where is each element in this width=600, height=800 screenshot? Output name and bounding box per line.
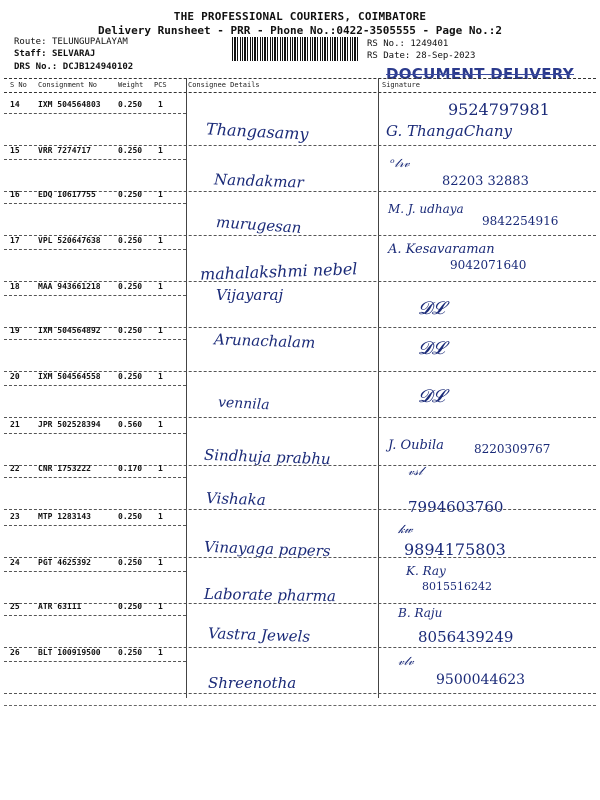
row-consignee-handwritten: Thangasamy: [205, 119, 309, 144]
row-consignment-no: BLT 100919500: [38, 648, 101, 657]
row-sno: 14: [10, 100, 20, 109]
row-consignment-no: VRR 7274717: [38, 146, 91, 155]
row-consignment-no: MTP 1283143: [38, 512, 91, 521]
row-sno: 22: [10, 464, 20, 473]
row-phone-handwritten: 9524797981: [448, 100, 550, 119]
route-line: [14, 37, 128, 47]
row-sno: 16: [10, 190, 20, 199]
row-signature-scribble: 𝓀𝓌: [398, 522, 413, 536]
row-pcs: 1: [158, 512, 163, 521]
footer-rule: [4, 705, 596, 706]
row-weight: 0.250: [118, 326, 143, 335]
table-row: [0, 464, 600, 516]
table-row: [0, 326, 600, 371]
row-consignee-handwritten: Vijayaraj: [216, 286, 284, 304]
row-pcs: 1: [158, 372, 163, 381]
row-pcs: 1: [158, 282, 163, 291]
header-bottom-rule: [4, 92, 596, 93]
staff-line: [14, 49, 95, 59]
row-sno: 24: [10, 558, 20, 567]
row-data-rule: [4, 113, 186, 114]
row-weight: 0.250: [118, 236, 143, 245]
row-consignee-handwritten: Arunachalam: [213, 330, 316, 352]
table-row: [0, 236, 600, 284]
table-row: [0, 190, 600, 235]
row-pcs: 1: [158, 558, 163, 567]
row-consignment-no: ATR 63111: [38, 602, 82, 611]
row-sno: 23: [10, 512, 20, 521]
drs-line: [14, 62, 133, 72]
route-label: Route:: [14, 37, 47, 47]
row-sno: 26: [10, 648, 20, 657]
row-pcs: 1: [158, 602, 163, 611]
row-consignment-no: IXM 504564558: [38, 372, 101, 381]
row-weight: 0.250: [118, 372, 143, 381]
table-row: [0, 602, 600, 647]
table-row: [0, 558, 600, 606]
row-consignee-handwritten: Shreenotha: [208, 674, 297, 692]
rs-no-line: [367, 39, 448, 49]
row-consignment-no: IXM 504564803: [38, 100, 101, 109]
row-consignee-handwritten: mahalakshmi nebel: [199, 259, 358, 284]
row-data-rule: [4, 571, 186, 572]
runsheet-line: Delivery Runsheet - PRR - Phone No.:0422-3505555 - Page No.:2: [98, 24, 502, 37]
row-signature-scribble: ᵒ𝓁𝓇𝓋: [390, 156, 410, 170]
drs-value: DCJB124940102: [62, 62, 134, 72]
rs-date-label: RS Date:: [367, 51, 411, 61]
row-sno: 25: [10, 602, 20, 611]
row-consignment-no: PGT 4625392: [38, 558, 91, 567]
row-signature: G. ThangaChany: [386, 122, 513, 140]
row-weight: 0.250: [118, 558, 143, 567]
row-weight: 0.250: [118, 512, 143, 521]
col-sno-header: S No: [10, 81, 27, 89]
row-data-rule: [4, 385, 186, 386]
row-weight: 0.170: [118, 464, 143, 473]
row-pcs: 1: [158, 420, 163, 429]
row-sno: 21: [10, 420, 20, 429]
rs-no-value: 1249401: [410, 39, 449, 49]
row-signature: J. Oubila: [388, 438, 444, 453]
row-signature-scribble: 𝓋𝓁𝓋: [398, 654, 414, 668]
row-consignee-handwritten: murugesan: [215, 213, 303, 237]
row-sno: 15: [10, 146, 20, 155]
row-pcs: 1: [158, 236, 163, 245]
row-data-rule: [4, 249, 186, 250]
row-weight: 0.250: [118, 100, 143, 109]
row-consignment-no: MAA 943661218: [38, 282, 101, 291]
staff-label: Staff:: [14, 49, 47, 59]
table-row: [0, 648, 600, 693]
row-consignee-handwritten: Nandakmar: [213, 170, 304, 192]
row-phone-handwritten: 82203 32883: [442, 174, 529, 189]
row-bottom-rule: [4, 693, 596, 694]
table-row: [0, 100, 600, 145]
row-consignment-no: IXM 504564892: [38, 326, 101, 335]
row-pcs: 1: [158, 464, 163, 473]
drs-label: DRS No.:: [14, 62, 58, 72]
header-top-rule: [4, 78, 596, 79]
row-weight: 0.250: [118, 146, 143, 155]
row-phone-handwritten: 9500044623: [436, 672, 526, 688]
staff-value: SELVARAJ: [51, 49, 96, 59]
row-consignment-no: CNR 1753222: [38, 464, 91, 473]
row-consignee-handwritten: vennila: [217, 394, 270, 414]
row-signature: B. Raju: [398, 606, 443, 620]
rs-no-label: RS No.:: [367, 39, 405, 49]
table-row: [0, 146, 600, 191]
col-signature-header: Signature: [382, 81, 420, 89]
table-row: [0, 512, 600, 561]
row-signature-scribble: 𝓓𝓛: [418, 298, 445, 319]
row-consignment-no: VPL 520647638: [38, 236, 101, 245]
row-bottom-rule: [4, 509, 596, 510]
row-pcs: 1: [158, 100, 163, 109]
row-sno: 19: [10, 326, 20, 335]
row-signature: A. Kesavaraman: [388, 242, 495, 257]
row-consignment-no: EDQ 10617755: [38, 190, 96, 199]
row-weight: 0.560: [118, 420, 143, 429]
row-pcs: 1: [158, 190, 163, 199]
rs-date-value: 28-Sep-2023: [415, 51, 476, 61]
row-pcs: 1: [158, 648, 163, 657]
row-signature: K. Ray: [406, 564, 446, 578]
row-data-rule: [4, 433, 186, 434]
row-consignee-handwritten: Vastra Jewels: [207, 624, 311, 646]
row-pcs: 1: [158, 146, 163, 155]
row-bottom-rule: [4, 417, 596, 418]
col-pcs-header: PCS: [154, 81, 167, 89]
row-data-rule: [4, 525, 186, 526]
rs-date-line: [367, 51, 475, 61]
row-data-rule: [4, 203, 186, 204]
row-pcs: 1: [158, 326, 163, 335]
row-weight: 0.250: [118, 190, 143, 199]
row-phone-handwritten: 8015516242: [422, 580, 492, 593]
row-data-rule: [4, 339, 186, 340]
row-data-rule: [4, 477, 186, 478]
row-consignee-handwritten: Laborate pharma: [203, 584, 337, 606]
row-consignee-handwritten: Sindhuja prabhu: [203, 445, 331, 469]
row-data-rule: [4, 159, 186, 160]
row-weight: 0.250: [118, 648, 143, 657]
barcode: [232, 37, 360, 61]
row-data-rule: [4, 295, 186, 296]
route-value: TELUNGUPALAYAM: [51, 37, 128, 47]
row-consignment-no: JPR 502528394: [38, 420, 101, 429]
row-signature-scribble: 𝓓𝓛: [418, 386, 445, 407]
col-weight-header: Weight: [118, 81, 144, 89]
row-signature-scribble: 𝓓𝓛: [418, 338, 445, 359]
row-phone-handwritten: 7994603760: [408, 498, 504, 516]
row-sno: 17: [10, 236, 20, 245]
row-phone-handwritten: 9894175803: [404, 540, 506, 559]
row-consignee-handwritten: Vishaka: [205, 488, 266, 510]
row-weight: 0.250: [118, 602, 143, 611]
row-phone-handwritten: 8056439249: [418, 628, 514, 646]
row-phone-handwritten: 8220309767: [474, 442, 551, 456]
row-phone-handwritten: 9842254916: [482, 214, 559, 228]
row-sno: 20: [10, 372, 20, 381]
table-row: [0, 282, 600, 327]
company-title: THE PROFESSIONAL COURIERS, COIMBATORE: [173, 10, 427, 23]
row-phone-handwritten: 9042071640: [450, 258, 527, 272]
col-consignment-header: Consignment No: [38, 81, 98, 89]
row-consignee-handwritten: Vinayaga papers: [203, 537, 331, 561]
row-sno: 18: [10, 282, 20, 291]
row-signature-scribble: 𝓋𝓈𝓁: [408, 464, 423, 478]
row-data-rule: [4, 661, 186, 662]
row-data-rule: [4, 615, 186, 616]
col-consignee-header: Consignee Details: [188, 81, 260, 89]
row-signature: M. J. udhaya: [388, 202, 464, 216]
row-weight: 0.250: [118, 282, 143, 291]
table-row: [0, 372, 600, 417]
document-delivery-stamp: DOCUMENT DELIVERY: [386, 65, 574, 83]
